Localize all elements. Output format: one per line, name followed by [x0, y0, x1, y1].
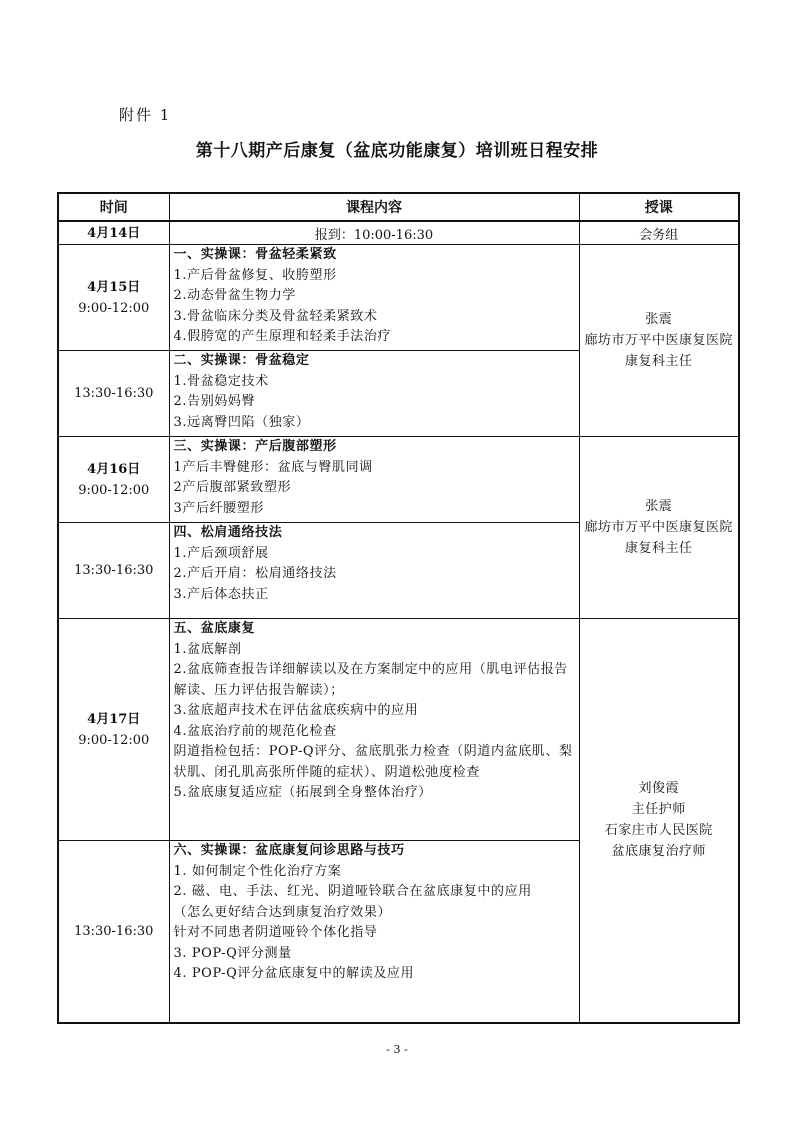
section-title: 一、实操课：骨盆轻柔紧致 [173, 247, 337, 262]
list-item: 1.骨盆稳定技术 [173, 373, 269, 389]
list-item: 1. 如何制定个性化治疗方案 [173, 863, 342, 879]
page-title: 第十八期产后康复（盆底功能康复）培训班日程安排 [195, 141, 599, 161]
list-item: 1.产后骨盆修复、收胯塑形 [173, 267, 337, 283]
day2-date: 4月16日 [87, 461, 141, 477]
day1-pm-time: 13:30-16:30 [58, 351, 169, 437]
day3-teacher [579, 619, 739, 1023]
header-content: 课程内容 [169, 193, 579, 221]
teacher-org: 廊坊市万平中医康复医院 [584, 520, 733, 535]
table-row-day1-am [58, 245, 739, 351]
list-item: 1.盆底解剖 [173, 641, 242, 657]
list-item: 阴道指检包括：POP-Q评分、盆底肌张力检查（阴道内盆底肌、梨状肌、闭孔肌高张所伴随的症状）、阴道松弛度检查 [173, 744, 573, 780]
section-title: 二、实操课：骨盆稳定 [173, 353, 310, 368]
day2-pm-content [169, 523, 579, 619]
day3-date: 4月17日 [87, 711, 141, 727]
list-item: 2产后腹部紧致塑形 [173, 480, 292, 495]
list-item: 1.产后颈项舒展 [173, 545, 269, 561]
list-item: 4.假胯宽的产生原理和轻柔手法治疗 [173, 329, 392, 344]
section-title: 三、实操课：产后腹部塑形 [173, 439, 337, 454]
list-item: 5.盆底康复适应症（拓展到全身整体治疗） [173, 785, 432, 800]
list-item: 2.动态骨盆生物力学 [173, 288, 296, 303]
list-item: 2.告别妈妈臀 [173, 394, 256, 409]
day3-am-content [169, 619, 579, 841]
teacher-role: 盆底康复治疗师 [611, 844, 706, 860]
section-title: 四、松肩通络技法 [173, 525, 283, 540]
day3-am-time: 9:00-12:00 [78, 732, 150, 748]
teacher-org: 廊坊市万平中医康复医院 [584, 333, 733, 348]
list-item: 3.远离臀凹陷（独家） [173, 414, 310, 430]
day1-pm-content [169, 351, 579, 437]
day2-teacher [579, 437, 739, 619]
teacher-name: 刘俊霞 [638, 781, 679, 797]
registration-date: 4月14日 [58, 221, 169, 245]
day2-am-content [169, 437, 579, 523]
registration-content: 报到：10:00-16:30 [169, 221, 579, 245]
list-item: 针对不同患者阴道哑铃个体化指导 [173, 925, 378, 940]
list-item: 2.产后开肩：松肩通络技法 [173, 566, 337, 581]
list-item: 2.盆底筛查报告详细解读以及在方案制定中的应用（肌电评估报告解读、压力评估报告解读）； [173, 662, 568, 698]
section-title: 六、实操课：盆底康复问诊思路与技巧 [173, 843, 405, 858]
day1-am-time-cell [58, 245, 169, 351]
section-title: 五、盆底康复 [173, 621, 256, 636]
day2-am-time-cell [58, 437, 169, 523]
table-row-day2-am [58, 437, 739, 523]
day3-pm-content [169, 841, 579, 1023]
table-row-day3-am [58, 619, 739, 841]
day1-am-content [169, 245, 579, 351]
list-item: 1产后丰臀健形：盆底与臀肌同调 [173, 459, 373, 475]
teacher-org: 石家庄市人民医院 [604, 823, 713, 839]
teacher-name: 张震 [645, 312, 673, 327]
list-item: 4. POP-Q评分盆底康复中的解读及应用 [173, 966, 415, 981]
day2-am-time: 9:00-12:00 [78, 482, 150, 498]
list-item: 3产后纤腰塑形 [173, 500, 264, 516]
list-item: 3.盆底超声技术在评估盆底疾病中的应用 [173, 703, 419, 718]
table-header-row [58, 193, 739, 221]
table-row-registration [58, 221, 739, 245]
header-teacher: 授课 [579, 193, 739, 221]
header-time: 时间 [58, 193, 169, 221]
day1-am-time: 9:00-12:00 [78, 300, 150, 316]
day1-date: 4月15日 [87, 279, 141, 295]
teacher-title: 主任护师 [631, 802, 686, 818]
day1-teacher [579, 245, 739, 437]
teacher-name: 张震 [645, 499, 673, 514]
list-item: 2. 磁、电、手法、红光、阴道哑铃联合在盆底康复中的应用 [173, 884, 532, 899]
list-item: 4.盆底治疗前的规范化检查 [173, 723, 337, 739]
list-item: 3.产后体态扶正 [173, 586, 269, 602]
schedule-table [57, 192, 740, 1024]
page-number: - 3 - [386, 1043, 408, 1056]
registration-teacher: 会务组 [579, 221, 739, 245]
list-item: 3. POP-Q评分测量 [173, 945, 292, 961]
day3-pm-time: 13:30-16:30 [58, 841, 169, 1023]
day3-am-time-cell [58, 619, 169, 841]
list-item: 3.骨盆临床分类及骨盆轻柔紧致术 [173, 308, 378, 324]
day2-pm-time: 13:30-16:30 [58, 523, 169, 619]
attachment-label: 附件 1 [119, 106, 172, 124]
teacher-title: 康复科主任 [624, 354, 693, 369]
teacher-title: 康复科主任 [624, 541, 693, 556]
list-item: （怎么更好结合达到康复治疗效果） [173, 904, 392, 920]
